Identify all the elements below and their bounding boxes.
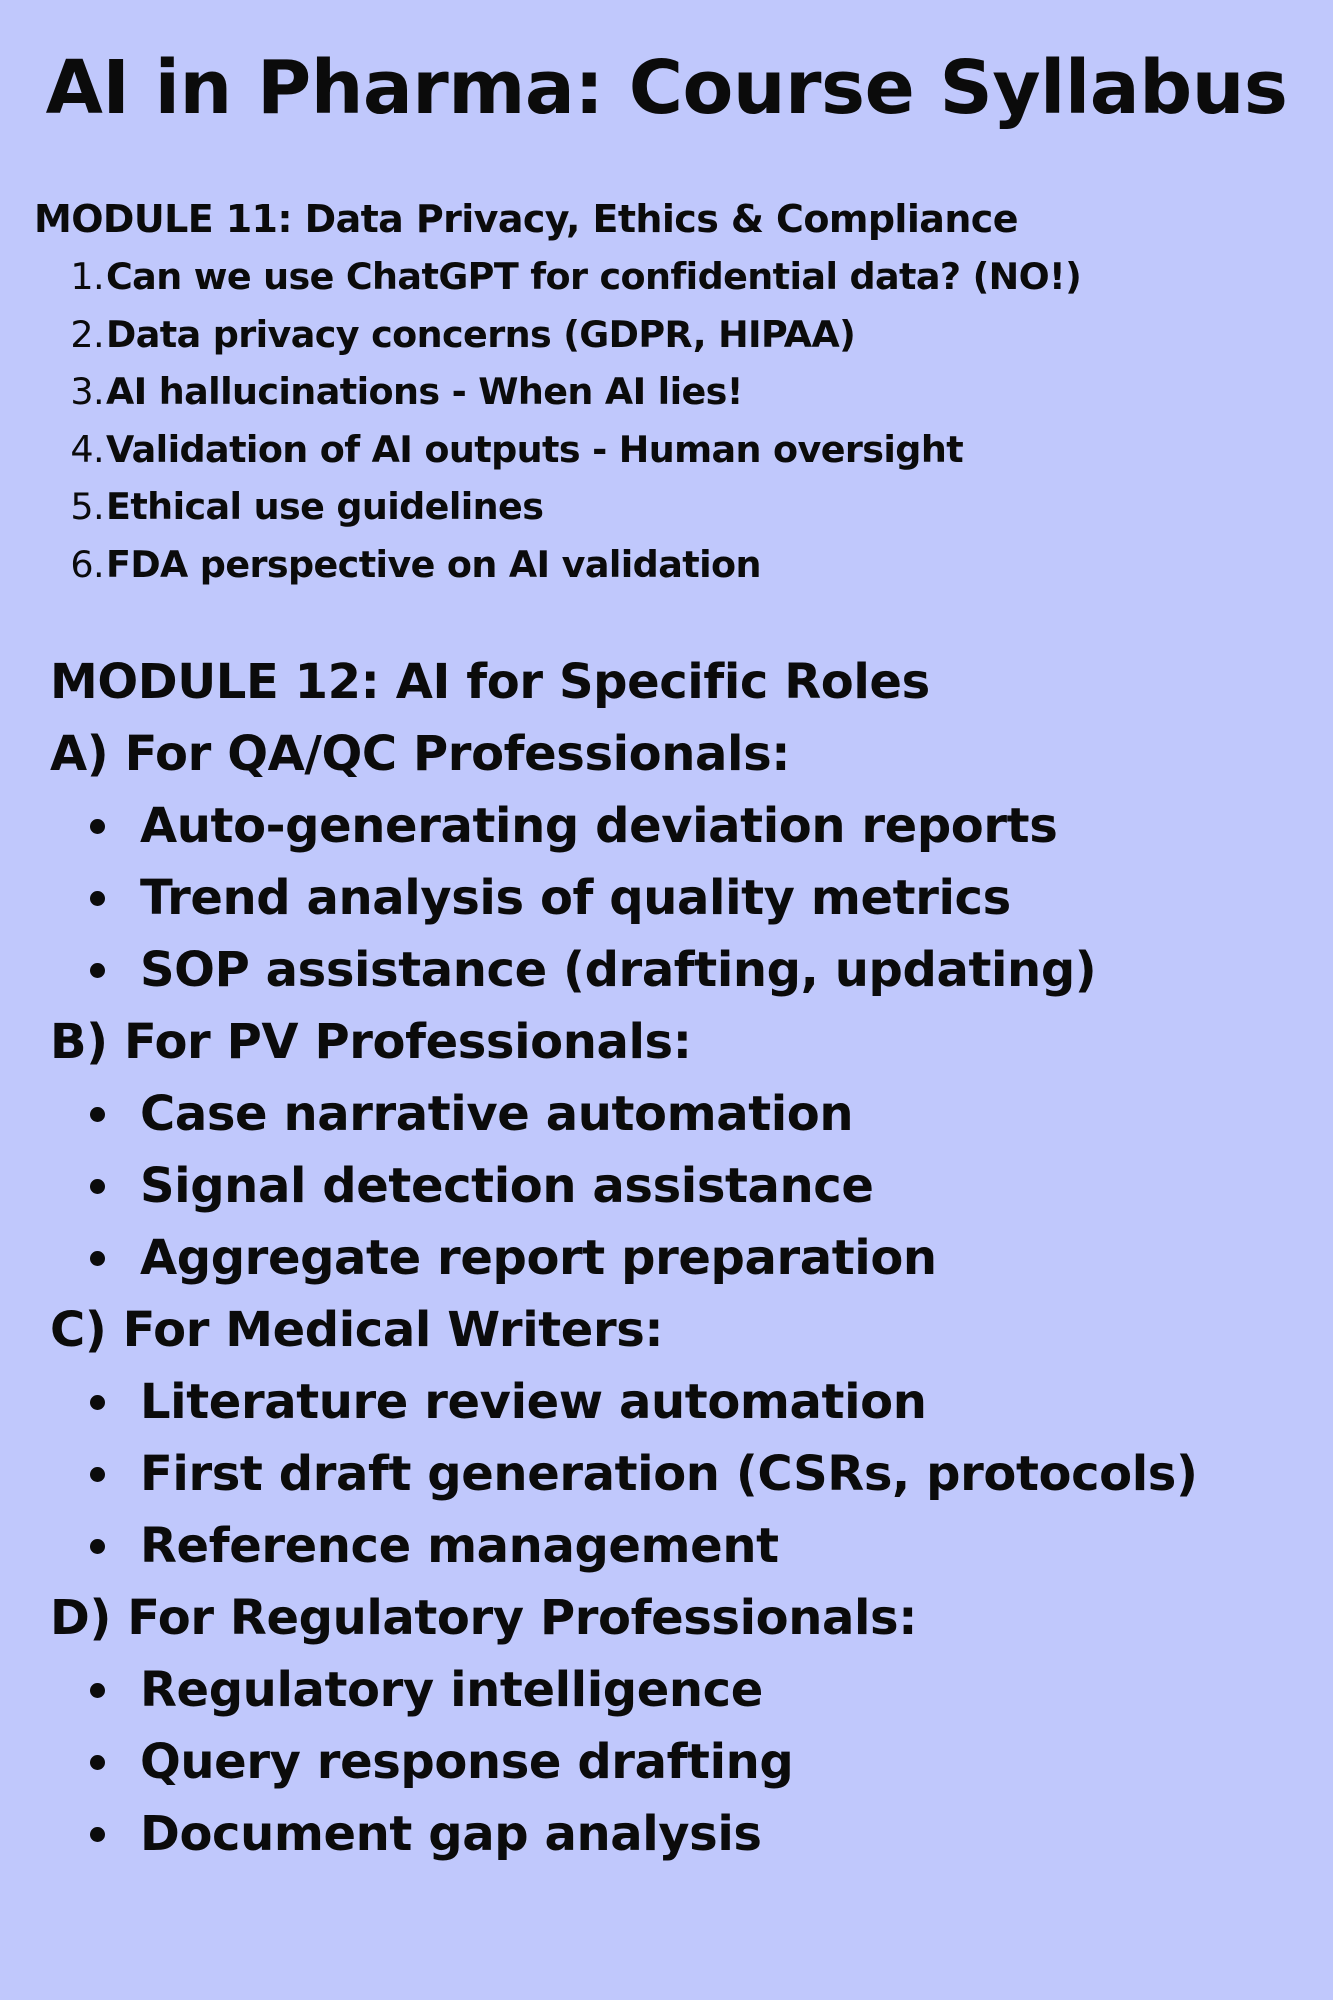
bullet-item-text: Case narrative automation [140,1086,854,1142]
bullet-icon [90,891,105,906]
bullet-icon [90,1755,105,1770]
list-item-number: 2. [70,312,104,356]
bullet-item [50,1078,1310,1150]
bullet-item-text: Auto-generating deviation reports [140,798,1058,854]
page-title: AI in Pharma: Course Syllabus [45,45,1288,131]
role-block-regulatory [50,1582,1310,1870]
bullet-item [50,1654,1310,1726]
bullet-item-text: Query response drafting [140,1734,794,1790]
bullet-item-text: Document gap analysis [140,1806,762,1862]
bullet-item [50,934,1310,1006]
bullet-item [50,1438,1310,1510]
module-11-heading: MODULE 11: Data Privacy, Ethics & Compliance [34,197,1018,241]
bullet-icon [90,1179,105,1194]
bullet-item-text: Reference management [140,1518,779,1574]
bullet-item-text: SOP assistance (drafting, updating) [140,942,1097,998]
role-heading: C) For Medical Writers: [50,1302,664,1358]
list-item [34,248,1294,306]
list-item [34,536,1294,594]
list-item-text: FDA perspective on AI validation [106,542,761,586]
module-12-heading: MODULE 12: AI for Specific Roles [50,654,930,710]
bullet-icon [90,1251,105,1266]
bullet-item-text: Regulatory intelligence [140,1662,763,1718]
role-block-qa-qc [50,718,1310,1006]
list-item-text: Can we use ChatGPT for confidential data? (NO!) [106,255,1082,298]
module-12-section [50,646,1310,1870]
bullet-icon [90,819,105,834]
bullet-item [50,1798,1310,1870]
bullet-item [50,1150,1310,1222]
bullet-item [50,1222,1310,1294]
bullet-icon [90,1395,105,1410]
list-item-number: 5. [70,485,104,529]
bullet-item [50,790,1310,862]
role-block-medical-writers [50,1294,1310,1582]
role-bullet-list [50,790,1310,1006]
bullet-icon [90,1539,105,1554]
list-item [34,478,1294,536]
module-11-section [34,190,1294,594]
bullet-item-text: Aggregate report preparation [140,1230,937,1286]
bullet-item [50,862,1310,934]
list-item-number: 4. [70,427,104,471]
bullet-item-text: Trend analysis of quality metrics [140,870,1011,926]
list-item [34,306,1294,364]
module-11-topic-list [34,248,1294,594]
list-item [34,421,1294,479]
list-item-number: 6. [70,542,104,586]
list-item-text: AI hallucinations - When AI lies! [106,370,743,414]
role-bullet-list [50,1366,1310,1582]
bullet-item [50,1366,1310,1438]
list-item-text: Ethical use guidelines [106,485,544,529]
role-heading: D) For Regulatory Professionals: [50,1590,917,1646]
bullet-item-text: Signal detection assistance [140,1158,874,1214]
bullet-item [50,1726,1310,1798]
bullet-item [50,1510,1310,1582]
role-heading: A) For QA/QC Professionals: [50,726,791,782]
bullet-icon [90,1827,105,1842]
list-item-number: 1. [70,255,104,298]
bullet-icon [90,1467,105,1482]
bullet-item-text: Literature review automation [140,1374,927,1430]
list-item-text: Data privacy concerns (GDPR, HIPAA) [106,312,856,356]
role-heading: B) For PV Professionals: [50,1014,692,1070]
bullet-icon [90,1683,105,1698]
bullet-icon [90,963,105,978]
role-block-pv [50,1006,1310,1294]
role-bullet-list [50,1078,1310,1294]
role-bullet-list [50,1654,1310,1870]
bullet-icon [90,1107,105,1122]
list-item [34,363,1294,421]
bullet-item-text: First draft generation (CSRs, protocols) [140,1446,1198,1502]
list-item-number: 3. [70,370,104,414]
list-item-text: Validation of AI outputs - Human oversight [106,427,964,471]
